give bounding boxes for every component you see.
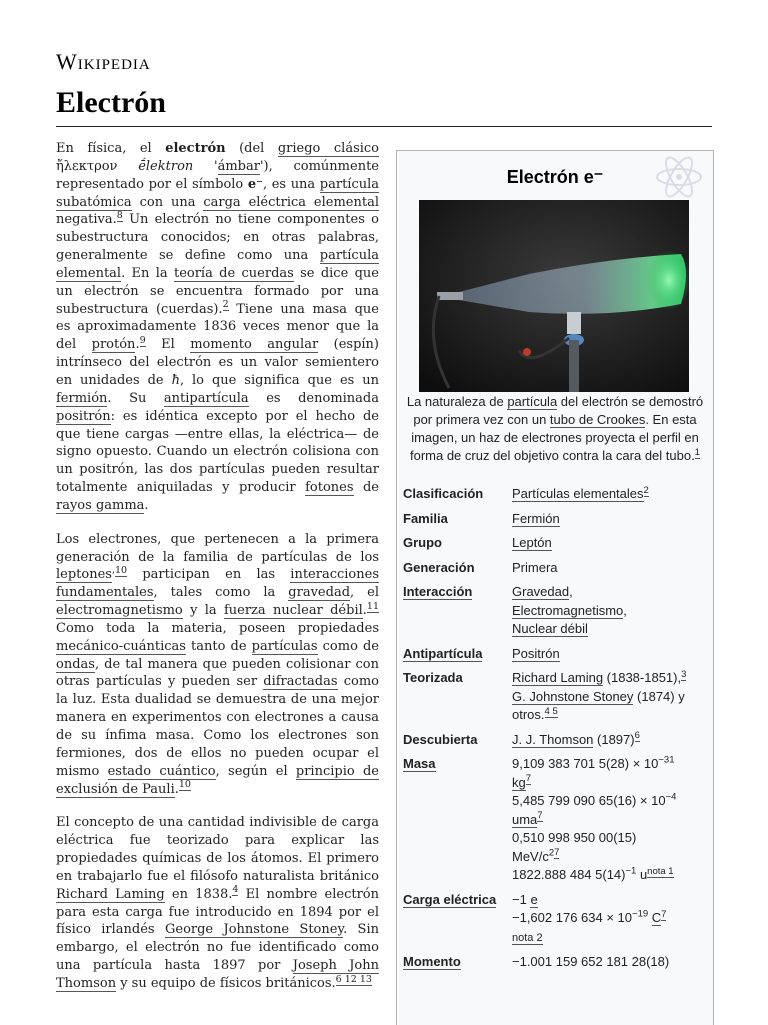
citation-link[interactable]: 6 12 13 bbox=[335, 973, 372, 985]
superscript: −1 bbox=[625, 865, 637, 877]
wiki-link[interactable]: difractadas bbox=[263, 674, 338, 690]
citation bbox=[336, 974, 372, 986]
wiki-link[interactable]: Positrón bbox=[512, 645, 560, 661]
wiki-link[interactable]: Fermión bbox=[512, 510, 560, 526]
citation-link[interactable]: 2 bbox=[643, 484, 649, 496]
paragraph-intro: En física, el electrón (del griego clásico ἤλεκτρον ḗlektron 'ámbar'), comúnmente representado por el símbolo e⁻, es una partícula subatómica con una carga eléctrica elemental negativa.$^8$ Un electrón no tiene componentes o subestructura conocidos; en otras palabras, generalmente se define como una partícula elemental. En la teoría de cuerdas se dice que un electrón se encuentra formado por una subestructura (cuerdas).$^2$ Tiene una masa que es aproximadamente 1836 veces menor que la del protón.$^9$ El momento angular (espín) intrínseco del electrón es un valor semientero en unidades de ħ, lo que significa que es un fermión. Su antipartícula es denominada positrón: es idéntica excepto por el hecho de que tiene cargas —entre ellas, la eléctrica— de signo opuesto. Cuando un electrón colisiona con un positrón, las dos partículas pueden resultar totalmente aniquiladas y producir fotones de rayos gamma. bbox=[56, 141, 380, 513]
citation-link[interactable]: 10 bbox=[178, 779, 191, 791]
crookes-tube-photo[interactable] bbox=[419, 200, 689, 392]
wiki-link[interactable]: leptones bbox=[56, 567, 112, 583]
infobox-value bbox=[512, 645, 707, 664]
citation-link[interactable]: 4 5 bbox=[544, 705, 558, 717]
infobox-caption: La naturaleza de partícula del electrón se demostró por primera vez con un tubo de Crookes. En esta imagen, un haz de electrones proyecta el perfil en forma de cruz del objetivo contra la cara del tubo.$^1$ bbox=[406, 394, 704, 463]
wiki-link[interactable]: Leptón bbox=[512, 535, 552, 550]
infobox-row bbox=[403, 669, 707, 725]
infobox-row bbox=[403, 645, 707, 664]
wiki-link[interactable]: Gravedad bbox=[512, 584, 570, 599]
infobox-row bbox=[403, 559, 707, 578]
wiki-link[interactable]: griego clásico bbox=[277, 141, 380, 156]
infobox-value bbox=[512, 534, 707, 553]
superscript: −19 bbox=[632, 908, 649, 920]
infobox-value: 9,109 383 701 $5(28) \times 10^{-31}$ $kg^7$ 5,485 799 090 $65(16) \times 10^{-4}$ uma$^7$ 0,510 998 950 00(15) MeV/$c^{27}$ 1822.888 484 $5(14)^{-1}$ $u^{nota 1}$ bbox=[512, 754, 677, 882]
wiki-link[interactable]: G. Johnstone Stoney bbox=[512, 688, 634, 704]
superscript: , bbox=[111, 565, 115, 577]
wiki-link[interactable]: principio de exclusión de Pauli bbox=[56, 763, 379, 797]
wiki-link[interactable]: kg bbox=[512, 774, 526, 790]
wikipedia-logo[interactable]: Wikipedia bbox=[56, 49, 151, 74]
infobox-row bbox=[403, 534, 707, 553]
infobox-key: Generación bbox=[403, 559, 475, 575]
infobox-properties bbox=[403, 485, 707, 978]
wiki-link[interactable]: antipartícula bbox=[163, 390, 249, 406]
infobox-key: Descubierta bbox=[403, 731, 478, 747]
wiki-link[interactable]: protón bbox=[91, 337, 136, 353]
wiki-link[interactable]: momento angular bbox=[190, 337, 319, 353]
paragraph-generation: Los electrones, que pertenecen a la primera generación de la familia de partículas de los leptones$^{,10}$ participan en las interacciones fundamentales, tales como la gravedad, el electromagnetismo y la fuerza nuclear débil.$^{11}$ Como toda la materia, poseen propiedades mecánico-cuánticas tanto de partículas como de ondas, de tal manera que pueden colisionar con otras partículas y pueden ser difractadas como la luz. Esta dualidad se demuestra de una mejor manera en experimentos con electrones a causa de su ínfima masa. Como los electrones son fermiones, dos de ellos no pueden ocupar el mismo estado cuántico, según el principio de exclusión de Pauli.$^{10}$ bbox=[56, 531, 380, 797]
infobox-key[interactable]: Momento bbox=[403, 954, 461, 969]
wiki-link[interactable]: fotones bbox=[305, 480, 354, 496]
wiki-link[interactable]: Nuclear débil bbox=[512, 621, 588, 636]
wiki-link[interactable]: gravedad bbox=[288, 585, 351, 601]
infobox-row bbox=[403, 485, 707, 504]
citation bbox=[117, 210, 123, 222]
citation bbox=[545, 706, 558, 718]
page-title: Electrón bbox=[56, 86, 166, 119]
citation bbox=[644, 485, 649, 497]
paragraph-history: El concepto de una cantidad indivisible de carga eléctrica fue teorizado para explicar las propiedades químicas de los átomos. El primero en trabajarlo fue el filósofo naturalista británico Richard Laming en 1838.$^4$ El nombre electrón para esta carga fue introducido en 1894 por el físico irlandés George Johnstone Stoney. Sin embargo, el electrón no fue identificado como una partícula hasta 1897 por Joseph John Thomson y su equipo de físicos británicos.$^{6 12 13}$ bbox=[56, 815, 379, 991]
wiki-link[interactable]: ondas bbox=[56, 656, 95, 672]
infobox-value: −1.001 159 652 181 28(18) bbox=[512, 954, 670, 969]
bold-term: e bbox=[247, 176, 257, 192]
citation bbox=[554, 847, 559, 859]
citation-link[interactable]: 7 bbox=[554, 847, 560, 859]
infobox-key: Familia bbox=[403, 510, 448, 526]
citation-link[interactable]: 2 bbox=[222, 299, 229, 311]
infobox-key[interactable]: Masa bbox=[403, 756, 436, 771]
infobox-row bbox=[403, 953, 707, 972]
article-body bbox=[56, 140, 379, 1009]
citation-link[interactable]: 11 bbox=[366, 600, 379, 612]
wiki-link[interactable]: nota 2 bbox=[512, 931, 543, 944]
infobox-value: Primera bbox=[512, 559, 558, 575]
wiki-link[interactable]: rayos gamma bbox=[56, 497, 145, 513]
citation bbox=[647, 866, 673, 878]
wiki-link[interactable]: mecánico-cuánticas bbox=[56, 638, 186, 654]
infobox-row bbox=[403, 583, 707, 639]
wiki-link[interactable]: Partículas elementales bbox=[512, 486, 644, 501]
wiki-link[interactable]: C bbox=[651, 910, 662, 925]
citation-link[interactable]: 7 bbox=[525, 773, 532, 785]
wiki-link[interactable]: Richard Laming bbox=[56, 886, 165, 902]
italic-text: ħ bbox=[171, 372, 180, 388]
citation-link[interactable]: 3 bbox=[681, 668, 687, 680]
wiki-link[interactable]: J. J. Thomson bbox=[512, 731, 594, 747]
infobox-key[interactable]: Interacción bbox=[403, 584, 473, 599]
citation-link[interactable]: 7 bbox=[661, 908, 667, 920]
bold-term: electrón bbox=[165, 141, 226, 156]
citation bbox=[661, 909, 666, 921]
superscript: 2 bbox=[548, 847, 555, 859]
infobox-key: Teorizada bbox=[403, 670, 463, 685]
wiki-link[interactable]: George Johnstone Stoney bbox=[164, 922, 344, 938]
superscript: −31 bbox=[658, 754, 675, 766]
citation bbox=[681, 669, 686, 681]
citation-link[interactable]: nota 1 bbox=[647, 865, 674, 877]
infobox-key: Grupo bbox=[403, 535, 442, 550]
citation bbox=[526, 773, 531, 785]
infobox-key[interactable]: Antipartícula bbox=[403, 645, 483, 661]
wiki-link[interactable]: interacciones fundamentales bbox=[56, 567, 379, 601]
wiki-link[interactable]: fermión bbox=[56, 390, 108, 406]
citation bbox=[140, 335, 146, 347]
infobox-value bbox=[512, 510, 707, 529]
infobox-value: Gravedad, Electromagnetismo, Nuclear débil bbox=[512, 584, 627, 636]
wiki-link[interactable]: partícula subatómica bbox=[56, 176, 380, 210]
citation-link[interactable]: 6 bbox=[634, 730, 640, 742]
citation-link[interactable]: 8 bbox=[116, 210, 123, 222]
infobox-key: Clasificación bbox=[403, 486, 484, 501]
infobox-row bbox=[403, 731, 707, 750]
bold-term: ⁻ bbox=[256, 176, 264, 192]
citation bbox=[115, 565, 127, 577]
wiki-link[interactable]: fuerza nuclear débil bbox=[223, 603, 363, 619]
wiki-link[interactable]: Electromagnetismo bbox=[512, 602, 624, 618]
wiki-link[interactable]: Richard Laming bbox=[512, 670, 604, 685]
wiki-link[interactable]: positrón bbox=[56, 408, 111, 424]
citation-link[interactable]: 10 bbox=[115, 565, 128, 577]
wiki-link[interactable]: teoría de cuerdas bbox=[173, 265, 294, 281]
title-divider bbox=[56, 126, 712, 127]
citation-link[interactable]: 9 bbox=[139, 334, 146, 346]
wiki-link[interactable]: ámbar bbox=[217, 158, 260, 174]
citation bbox=[695, 447, 700, 459]
infobox-row bbox=[403, 510, 707, 529]
infobox-value: J. J. Thomson $(1897)^6$ bbox=[512, 730, 640, 747]
citation bbox=[179, 779, 191, 791]
wiki-link[interactable]: electromagnetismo bbox=[56, 603, 183, 619]
italic-text: ḗlektron bbox=[138, 158, 194, 174]
infobox-row bbox=[403, 755, 707, 885]
citation-link[interactable]: 7 bbox=[537, 810, 543, 822]
infobox-value bbox=[512, 485, 707, 504]
citation-link[interactable]: 4 bbox=[232, 884, 239, 896]
wiki-link[interactable]: tubo de Crookes bbox=[549, 412, 646, 427]
infobox-value: −1 e −1,602 176 $634 \times 10^{-19}$ $C^7$ nota 2 bbox=[512, 891, 667, 944]
citation bbox=[367, 601, 379, 613]
wiki-link[interactable]: partículas bbox=[251, 638, 318, 654]
wiki-link[interactable]: Joseph John Thomson bbox=[56, 958, 379, 991]
infobox-title: Electrón e⁻ bbox=[506, 167, 604, 187]
citation bbox=[537, 810, 542, 822]
citation bbox=[232, 884, 238, 896]
infobox-key[interactable]: Carga eléctrica bbox=[403, 891, 497, 907]
wiki-link[interactable]: e bbox=[530, 891, 538, 907]
wiki-link[interactable]: partícula bbox=[507, 394, 558, 409]
citation bbox=[223, 299, 229, 311]
infobox bbox=[396, 150, 714, 1025]
wiki-link[interactable]: uma bbox=[512, 811, 538, 827]
superscript: −4 bbox=[665, 791, 677, 803]
wiki-link[interactable]: partícula elemental bbox=[56, 248, 379, 281]
wiki-link[interactable]: estado cuántico bbox=[107, 763, 216, 779]
citation bbox=[635, 730, 640, 742]
wiki-link[interactable]: carga eléctrica elemental bbox=[203, 194, 379, 210]
citation-link[interactable]: 1 bbox=[694, 446, 700, 458]
infobox-row bbox=[403, 891, 707, 948]
infobox-value: Richard Laming (1838-1851),$^3$ G. Johnstone Stoney (1874) y otros.$^{4 5}$ bbox=[512, 668, 687, 722]
